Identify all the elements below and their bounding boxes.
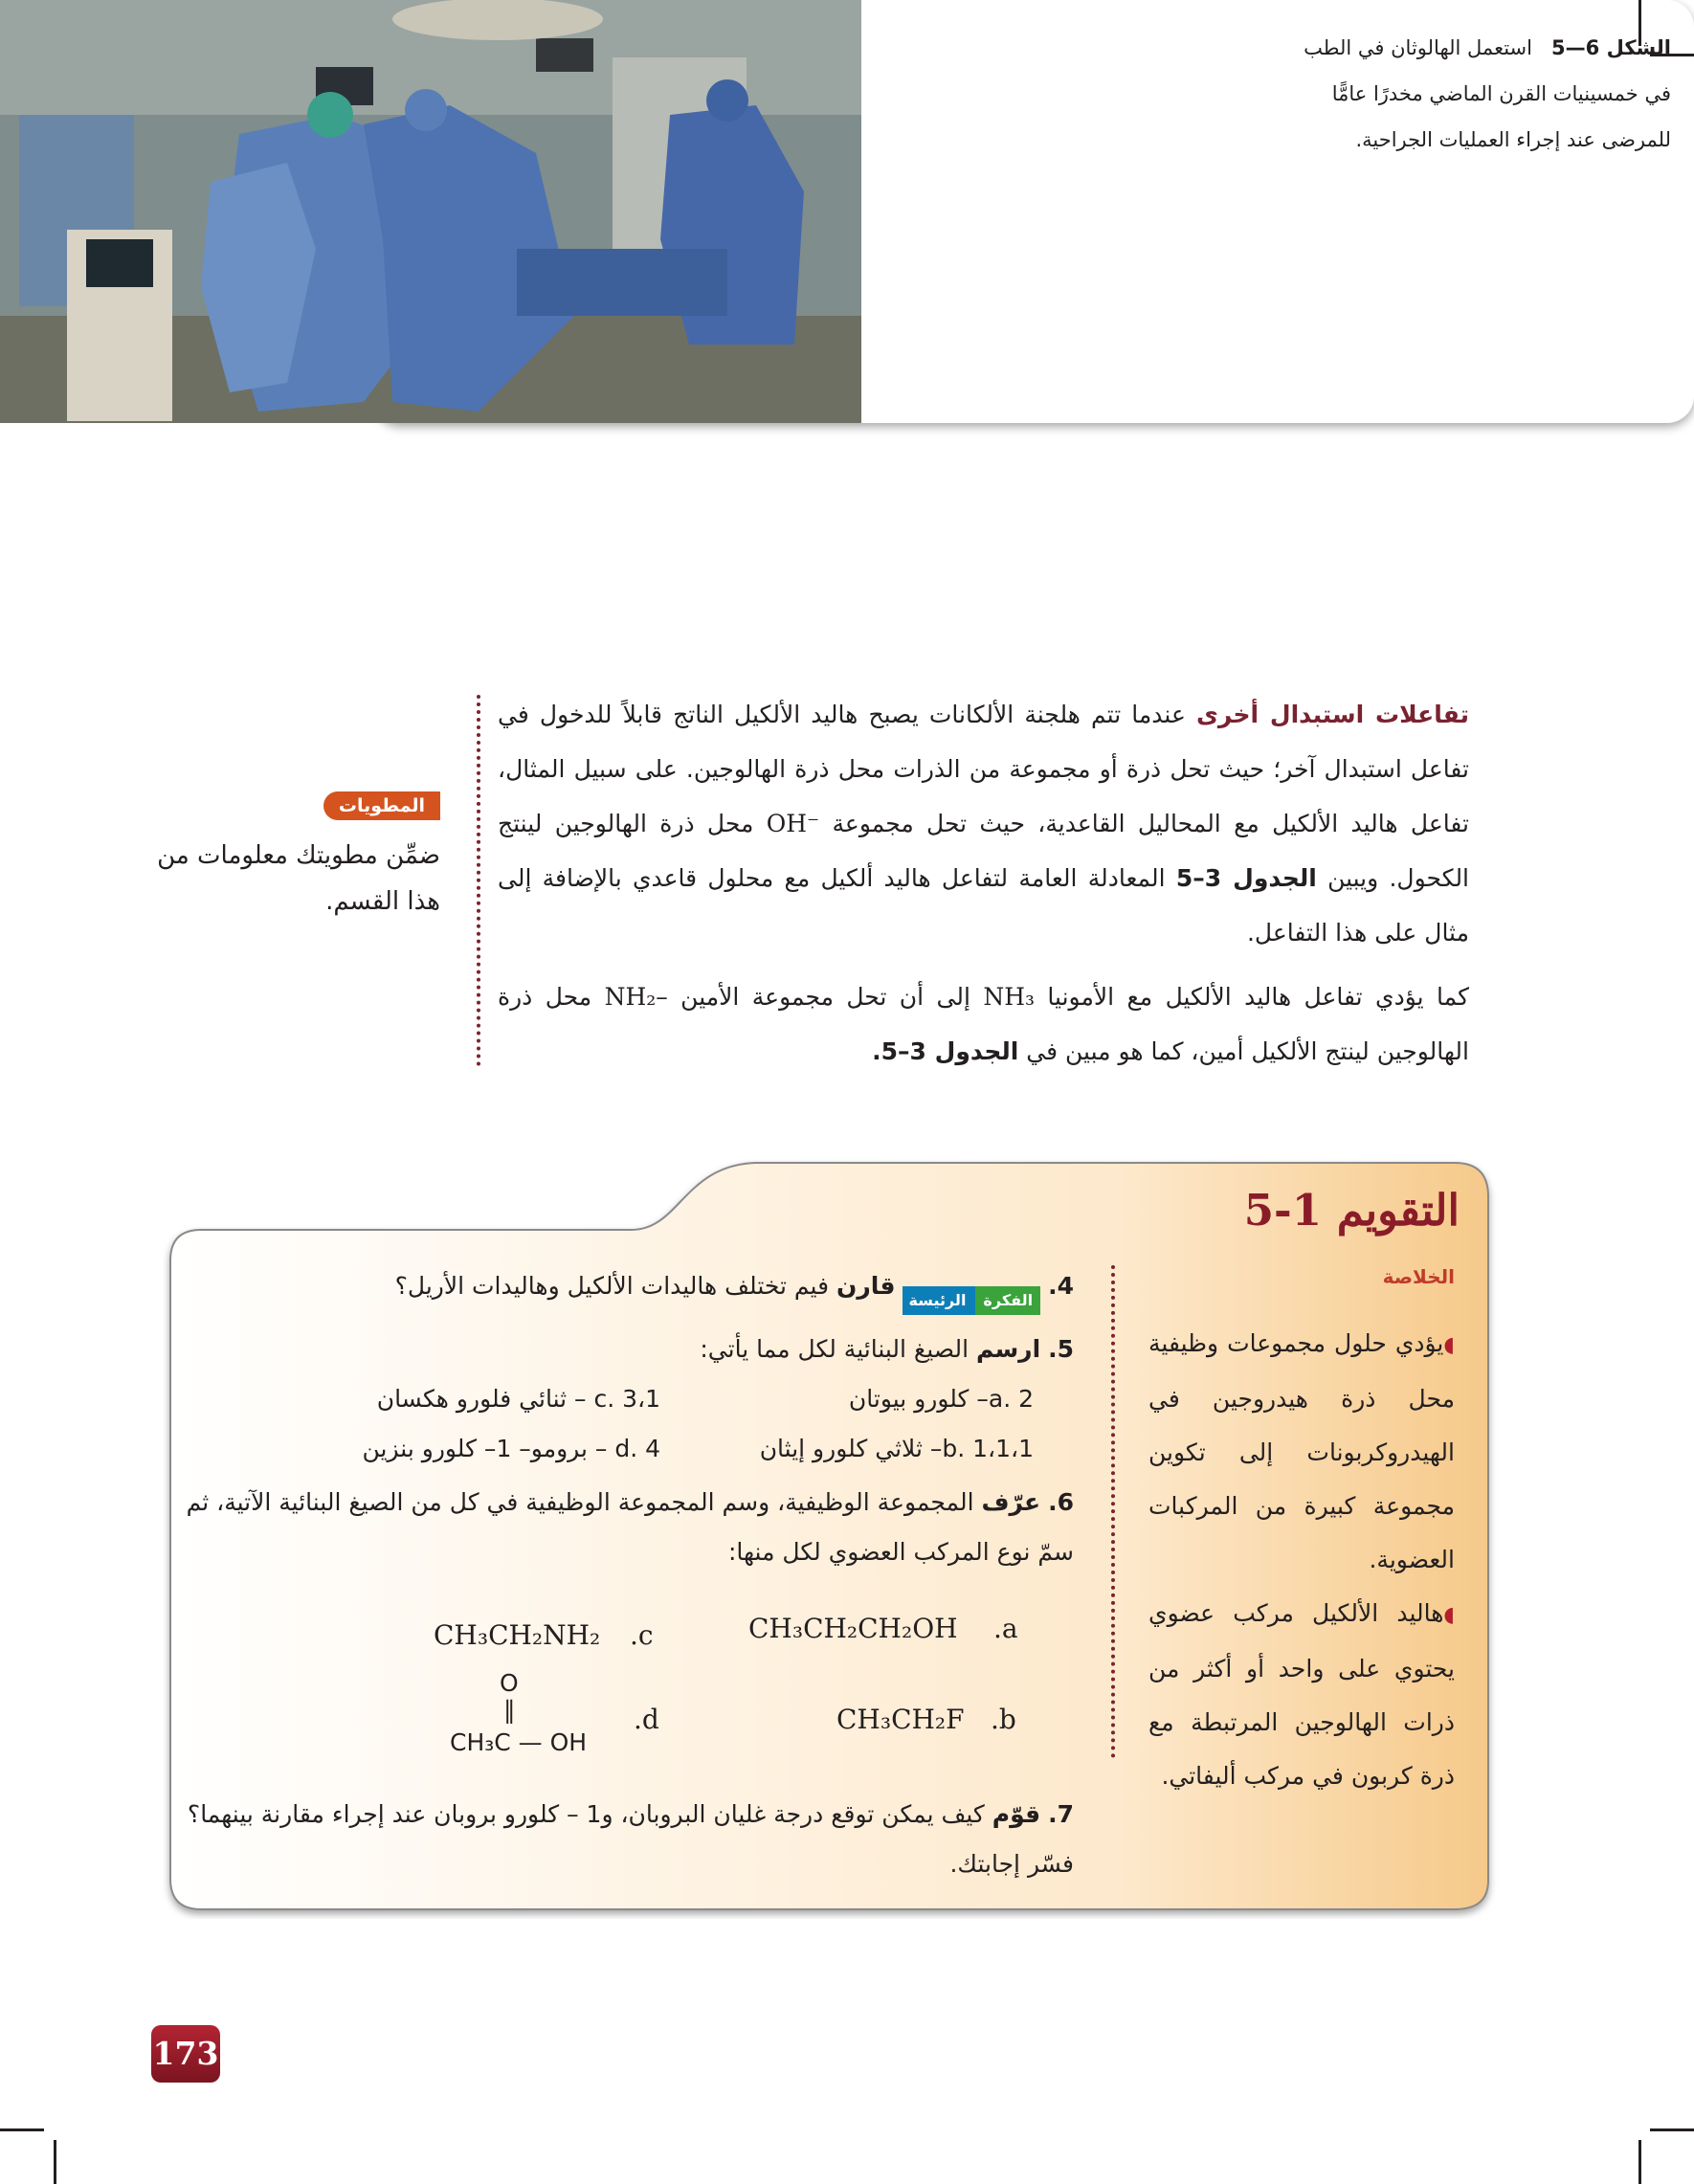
question-number: 7.	[1048, 1800, 1074, 1828]
crop-mark	[1638, 2140, 1641, 2184]
formula-c-label: .c	[630, 1619, 654, 1651]
lead-heading: تفاعلات استبدال أخرى	[1195, 701, 1469, 728]
summary-label: الخلاصة	[1382, 1265, 1455, 1288]
operating-room-photo	[373, 0, 861, 423]
question-5	[700, 1325, 1074, 1374]
text-run: المعادلة العامة لتفاعل هاليد ألكيل مع محلول قاعدي بالإضافة إلى مثال على هذا التفاعل.	[498, 864, 1469, 947]
formula-d-double-bond: ‖	[503, 1696, 516, 1724]
figure-card	[373, 0, 1694, 423]
text-run: إلى أن تحل مجموعة الأمين	[667, 983, 984, 1011]
dotted-divider	[477, 695, 480, 1066]
foldables-badge: المطويات	[323, 791, 440, 820]
summary-item-1	[1148, 1317, 1455, 1587]
page-number: 173	[151, 2025, 220, 2083]
summary-item-2	[1148, 1587, 1455, 1803]
question-verb: عرّف	[981, 1488, 1041, 1516]
figure-caption-text: استعمل الهالوثان في الطب في خمسينيات القرن الماضي مخدرًا عامًّا للمرضى عند إجراء العمليات الجراحية.	[1304, 36, 1671, 151]
question-number: 6.	[1048, 1488, 1074, 1516]
question-5a: a. 2– كلورو بيوتان	[848, 1385, 1034, 1413]
crop-mark	[54, 2140, 56, 2184]
question-verb: قوّم	[992, 1800, 1041, 1828]
formula-nh2: NH₂–	[604, 983, 668, 1011]
figure-label: الشكل 6—5	[1551, 36, 1671, 59]
badge-part: الرئيسة	[903, 1286, 975, 1315]
question-4	[395, 1261, 1074, 1311]
question-text: كيف يمكن توقع درجة غليان البروبان، و1 – كلورو بروبان عند إجراء مقارنة بينهما؟ فسّر إجابتك.	[187, 1800, 1074, 1878]
text-run: محل ذرة الهالوجين لينتج الألكيل أمين، كما هو مبين في	[498, 983, 1469, 1065]
figure-caption	[1279, 25, 1671, 163]
question-6	[184, 1478, 1074, 1577]
question-number: 5.	[1048, 1335, 1074, 1363]
question-5b: b. 1،1،1– ثلاثي كلورو إيثان	[759, 1435, 1034, 1462]
badge-part: الفكرة	[975, 1286, 1040, 1315]
text-run: محل ذرة الهالوجين لينتج الكحول. ويبين	[498, 810, 1470, 892]
question-verb: قارن	[836, 1272, 896, 1300]
paragraph-2	[498, 969, 1469, 1079]
bullet-icon: ◖	[1443, 1603, 1455, 1627]
text-run: كما يؤدي تفاعل هاليد الألكيل مع الأمونيا	[1035, 983, 1469, 1011]
formula-a-label: .a	[993, 1613, 1018, 1644]
assessment-title: التقويم 1-5	[1243, 1185, 1460, 1236]
formula-a: CH₃CH₂CH₂OH	[748, 1613, 958, 1644]
formula-nh3: NH₃	[983, 983, 1036, 1011]
body-text	[498, 687, 1469, 1088]
question-text: المجموعة الوظيفية، وسم المجموعة الوظيفية في كل من الصيغ البنائية الآتية، ثم سمّ نوع المركب العضوي لكل منها:	[186, 1488, 1074, 1566]
summary-text: هاليد الألكيل مركب عضوي يحتوي على واحد أو أكثر من ذرات الهالوجين المرتبطة مع ذرة كربون في مركب أليفاتي.	[1148, 1599, 1455, 1790]
question-text: فيم تختلف هاليدات الألكيل وهاليدات الأريل؟	[394, 1272, 836, 1300]
formula-d: CH₃C — OH	[450, 1728, 588, 1756]
question-text: الصيغ البنائية لكل مما يأتي:	[700, 1335, 976, 1363]
formula-oh: OH⁻	[766, 810, 820, 837]
table-reference: الجدول 3–5.	[872, 1037, 1019, 1065]
foldables-text: ضمِّن مطويتك معلومات من هذا القسم.	[157, 841, 440, 916]
formula-b: CH₃CH₂F	[836, 1704, 965, 1735]
crop-mark	[0, 2128, 44, 2131]
question-7	[184, 1790, 1074, 1889]
summary-text: يؤدي حلول مجموعات وظيفية محل ذرة هيدروجين في الهيدروكربونات إلى تكوين مجموعة كبيرة من المركبات العضوية.	[1148, 1329, 1455, 1573]
formula-c: CH₃CH₂NH₂	[434, 1619, 601, 1651]
question-5c: c. 3،1 – ثنائي فلورو هكسان	[376, 1385, 660, 1413]
main-idea-badge	[903, 1273, 1040, 1309]
paragraph-1	[498, 687, 1469, 960]
crop-mark	[1650, 2128, 1694, 2131]
bullet-icon: ◖	[1443, 1333, 1455, 1357]
table-reference: الجدول 3–5	[1175, 864, 1317, 892]
question-5d: d. 4 – برومو– 1– كلورو بنزين	[362, 1435, 660, 1462]
formula-b-label: .b	[991, 1704, 1016, 1735]
formula-d-oxygen: O	[500, 1669, 519, 1697]
dotted-divider	[1111, 1265, 1115, 1758]
question-number: 4.	[1048, 1272, 1074, 1300]
question-verb: ارسم	[975, 1335, 1041, 1363]
formula-d-label: .d	[634, 1704, 659, 1735]
text-run: عندما تتم هلجنة الألكانات يصبح هاليد الألكيل الناتج قابلاً للدخول في تفاعل استبدال آخر؛ حيث تحل ذرة أو مجموعة من الذرات محل ذرة الهالوجين. على سبيل المثال، تفاعل هاليد الألكيل مع المحاليل القاعدية، حيث تحل مجموعة	[498, 701, 1469, 837]
